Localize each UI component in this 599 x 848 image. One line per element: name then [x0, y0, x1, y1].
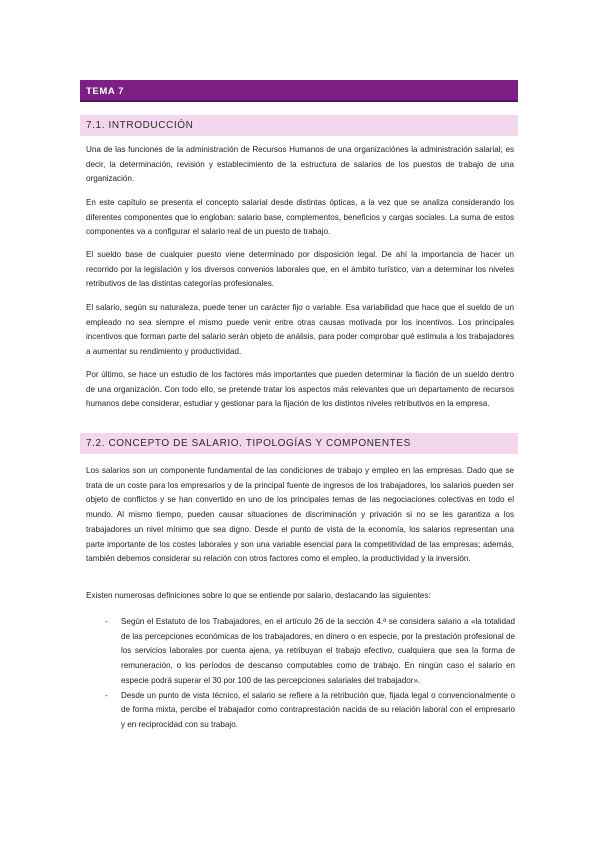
bullet-marker: - [105, 690, 108, 700]
paragraph: Una de las funciones de la administración de Recursos Humanos de una organizaciónes la administración salarial; es decir, la determinación, revisión y establecimiento de la estructura de salarios de los puestos de trabajo de una organización. [86, 145, 514, 184]
section-heading-concepto-salario [80, 433, 518, 454]
section-title: 7.1. INTRODUCCIÓN [86, 120, 194, 131]
definition-list [0, 615, 599, 733]
list-item [0, 689, 599, 733]
section-heading-introduccion [80, 115, 518, 136]
bullet-marker: - [105, 617, 108, 626]
paragraph: El sueldo base de cualquier puesto viene determinado por disposición legal. De ahí la importancia de hacer un recorrido por la legislación y los diversos convenios laborales que, en el ámbito turístico, van a determinar los niveles retributivos de las distintas categorías profesionales. [86, 250, 514, 289]
list-item [0, 615, 599, 689]
chapter-title: TEMA 7 [86, 86, 125, 97]
list-item-text: Según el Estatuto de los Trabajadores, en el artículo 26 de la sección 4.ª se considera salario a «la totalidad de las percepciones económicas de los trabajadores, en dinero o en especie, por la prestación profesional de los servicios laborales por cuenta ajena, ya retribuyan el trabajo efectivo, cualquiera que sea la forma de remuneración, o los períodos de descanso computables como de trabajo. En ningún caso el salario en especie podrá superar el 30 por 100 de las percepciones salariales del trabajador». [121, 617, 515, 685]
paragraph: El salario, según su naturaleza, puede tener un carácter fijo o variable. Esa variabilidad que hace que el sueldo de un empleado no sea siempre el mismo puede venir entre otras causas motivada por los incentivos. Los principales incentivos que forman parte del salario serán objeto de análisis, para poder comprobar qué estimula a los trabajadores a aumentar su rendimiento y productividad. [86, 303, 514, 357]
paragraph: Existen numerosas definiciones sobre lo que se entiende por salario, destacando las siguientes: [86, 591, 431, 600]
paragraph: En este capítulo se presenta el concepto salarial desde distintas ópticas, a la vez que se analiza considerando los diferentes componentes que lo engloban: salario base, complementos, beneficios y cargas sociales. La suma de estos componentes va a configurar el salario real de un puesto de trabajo. [86, 198, 514, 237]
paragraph: Los salarios son un componente fundamental de las condiciones de trabajo y empleo en las empresas. Dado que se trata de un coste para los empresarios y de la principal fuente de ingresos de los trabajadores, los salarios pueden ser objeto de conflictos y se han convertido en uno de los principales temas de las negociaciones colectivas en todo el mundo. Al mismo tiempo, pueden causar situaciones de discriminación y privación si no se les garantiza a los trabajadores un nivel mínimo que sea digno. Desde el punto de vista de la economía, los salarios representan una parte importante de los costes laborales y son una variable esencial para la competitividad de las empresas; además, también debemos considerar su relación con otros factores como el empleo, la productividad y la inversión. [86, 466, 514, 564]
list-item-text: Desde un punto de vista técnico, el salario se refiere a la retribución que, fijada legal o convencionalmente o de forma mixta, percibe el trabajador como contraprestación nacida de su relación laboral con el empresario y en reciprocidad con su trabajo. [121, 690, 515, 729]
section-title: 7.2. CONCEPTO DE SALARIO. TIPOLOGÍAS Y COMPONENTES [86, 438, 411, 449]
chapter-header [80, 80, 518, 102]
paragraph: Por último, se hace un estudio de los factores más importantes que pueden determinar la fiación de un sueldo dentro de una organización. Con todo ello, se pretende tratar los aspectos más relevantes que un departamento de recursos humanos debe considerar, estudiar y gestionar para la fijación de los distintos niveles retributivos en la empresa. [86, 370, 514, 409]
